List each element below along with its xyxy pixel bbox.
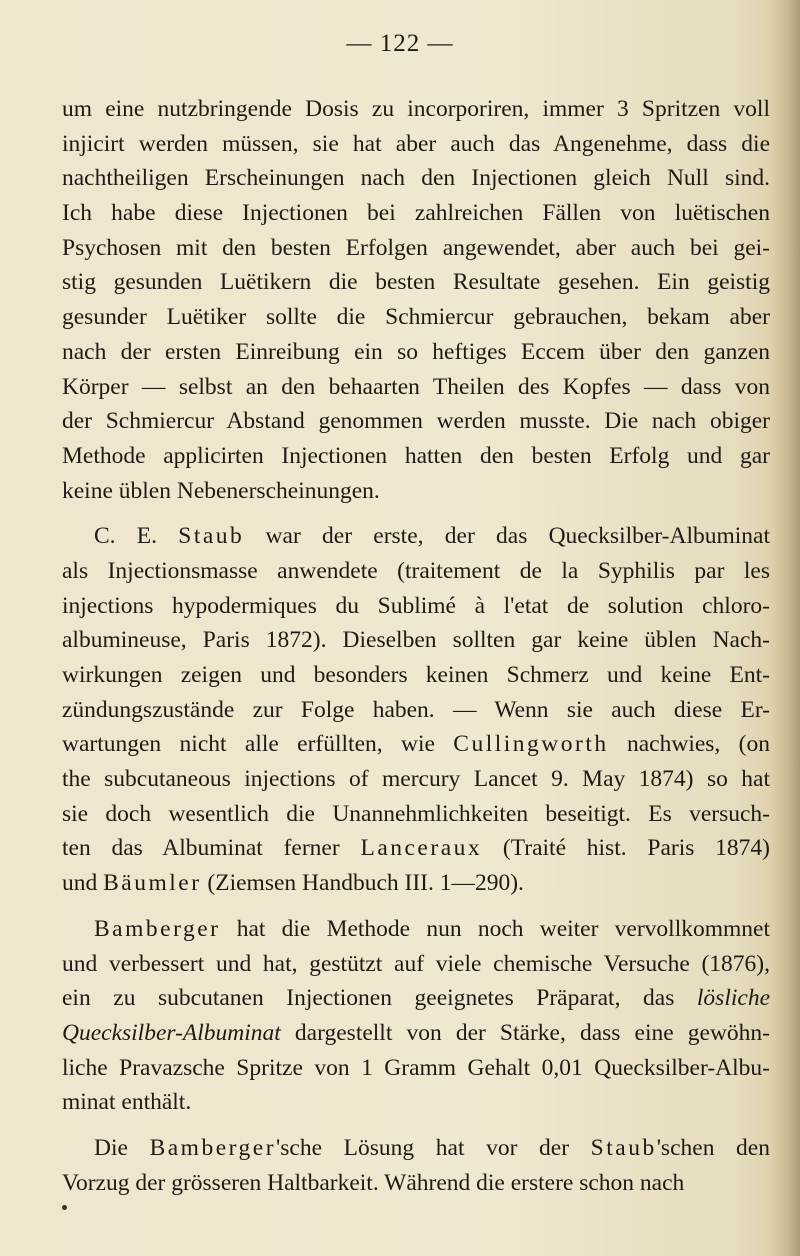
text-segment: Körper — selbst an den behaarten Theilen des Kopfes — dass von <box>62 373 770 400</box>
text-line <box>62 161 770 196</box>
paragraph <box>62 1131 770 1200</box>
text-line <box>62 300 770 335</box>
text-segment: (Traité hist. Paris 1874) <box>482 835 770 862</box>
text-segment: gesunder Luëtiker sollte die Schmiercur gebrauchen, bekam aber <box>62 304 770 331</box>
text-line <box>62 623 770 658</box>
paragraph-gap <box>62 1120 770 1131</box>
text-segment: nachtheiligen Erscheinungen nach den Injectionen gleich Null sind. <box>62 165 770 192</box>
text-segment: Psychosen mit den besten Erfolgen angewendet, aber auch bei gei- <box>62 234 770 261</box>
text-line <box>62 92 770 127</box>
page-edge-shadow <box>770 0 800 1256</box>
author-name: Bamberger <box>149 1134 277 1161</box>
paragraph-gap <box>62 901 770 912</box>
author-name: Bäumler <box>103 870 202 897</box>
text-line <box>62 519 770 554</box>
text-line <box>62 1016 770 1051</box>
text-segment: zündungszustände zur Folge haben. — Wenn sie auch diese Er- <box>62 696 770 723</box>
text-segment: Die <box>94 1134 150 1161</box>
text-segment: dargestellt von der Stärke, dass eine gewöhn- <box>280 1019 770 1046</box>
text-line <box>62 981 770 1016</box>
text-line <box>62 231 770 266</box>
text-segment: (Ziemsen Handbuch III. 1—290). <box>201 870 524 897</box>
author-name: Staub <box>590 1134 657 1161</box>
text-line <box>62 693 770 728</box>
page-number: — 122 — <box>346 30 454 57</box>
text-segment: wirkungen zeigen und besonders keinen Schmerz und keine Ent- <box>62 662 770 688</box>
text-segment: C. E. <box>94 523 179 550</box>
text-line <box>62 265 770 300</box>
text-line <box>62 589 770 624</box>
text-segment: minat enthält. <box>62 1089 192 1116</box>
text-segment: stig gesunden Luëtikern die besten Resultate gesehen. Ein geistig <box>62 269 770 296</box>
author-name: Cullingworth <box>453 731 609 758</box>
text-line <box>62 404 770 439</box>
text-segment: liche Pravazsche Spritze von 1 Gramm Gehalt 0,01 Quecksilber-Albu- <box>62 1054 770 1081</box>
paragraph-gap <box>62 508 770 519</box>
text-segment: Methode applicirten Injectionen hatten den besten Erfolg und gar <box>62 442 770 469</box>
author-name: Lanceraux <box>360 835 483 862</box>
text-segment: injicirt werden müssen, sie hat aber auch das Angenehme, dass die <box>62 130 770 157</box>
text-segment: 'sche Lösung hat vor der <box>276 1134 591 1161</box>
text-line <box>62 439 770 474</box>
paragraph <box>62 92 770 508</box>
paragraph <box>62 912 770 1120</box>
text-segment: nachwies, (on <box>608 731 770 758</box>
text-line <box>62 831 770 866</box>
text-segment: und <box>62 870 104 897</box>
text-segment: the subcutaneous injections of mercury Lancet 9. May 1874) so hat <box>62 766 770 793</box>
text-line <box>62 127 770 162</box>
text-line <box>62 1051 770 1086</box>
text-line <box>62 797 770 832</box>
emphasized-text: Quecksilber-Albuminat <box>62 1019 281 1046</box>
text-line <box>62 866 770 901</box>
text-segment: Ich habe diese Injectionen bei zahlreichen Fällen von luëtischen <box>62 200 770 227</box>
text-line <box>62 474 770 509</box>
author-name: Staub <box>178 523 245 550</box>
author-name: Bamberger <box>94 915 221 942</box>
text-line <box>62 658 770 693</box>
text-segment: sie doch wesentlich die Unannehmlichkeiten beseitigt. Es versuch- <box>62 800 770 827</box>
text-line <box>62 947 770 982</box>
text-segment: albumineuse, Paris 1872). Dieselben sollten gar keine üblen Nach- <box>62 627 770 654</box>
ink-speck <box>62 1205 67 1210</box>
text-line <box>62 912 770 947</box>
text-segment: hat die Methode nun noch weiter vervollkommnet <box>220 915 770 942</box>
text-segment: und verbessert und hat, gestützt auf viele chemische Versuche (1876), <box>62 950 770 977</box>
text-segment: Vorzug der grösseren Haltbarkeit. Während die erstere schon nach <box>62 1169 685 1196</box>
text-line <box>62 1085 770 1120</box>
paragraph <box>62 519 770 901</box>
text-line <box>62 762 770 797</box>
text-segment: um eine nutzbringende Dosis zu incorporiren, immer 3 Spritzen voll <box>62 96 770 122</box>
text-line <box>62 1166 770 1201</box>
text-segment: injections hypodermiques du Sublimé à l'etat de solution chloro- <box>62 592 770 619</box>
text-line <box>62 196 770 231</box>
text-segment: ten das Albuminat ferner <box>62 835 361 862</box>
text-segment: war der erste, der das Quecksilber-Albuminat <box>244 523 771 550</box>
text-segment: 'schen den <box>656 1134 770 1161</box>
emphasized-text: lösliche <box>696 985 770 1012</box>
text-line <box>62 335 770 370</box>
body-text <box>62 92 770 1200</box>
text-line <box>62 554 770 589</box>
text-segment: wartungen nicht alle erfüllten, wie <box>62 731 454 758</box>
text-line <box>62 727 770 762</box>
text-line <box>62 370 770 405</box>
text-segment: der Schmiercur Abstand genommen werden musste. Die nach obiger <box>62 408 770 435</box>
text-line <box>62 1131 770 1166</box>
text-segment: als Injectionsmasse anwendete (traitement de la Syphilis par les <box>62 557 770 584</box>
text-segment: ein zu subcutanen Injectionen geeignetes Präparat, das <box>62 985 697 1012</box>
text-segment: keine üblen Nebenerscheinungen. <box>62 477 380 504</box>
text-segment: nach der ersten Einreibung ein so heftiges Eccem über den ganzen <box>62 338 770 365</box>
